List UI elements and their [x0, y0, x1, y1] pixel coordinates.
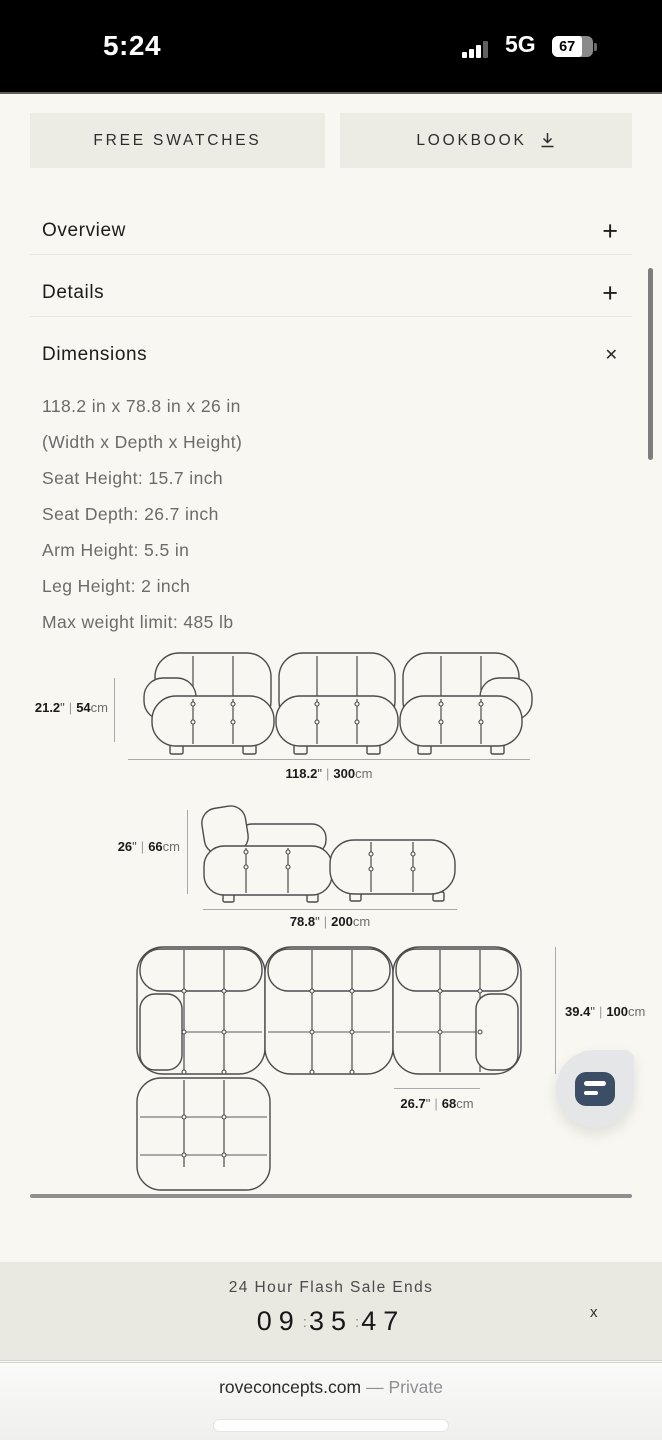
cellular-signal-icon [462, 40, 488, 58]
depth-inches: 39.4 [565, 1004, 591, 1019]
spec-line: Max weight limit: 485 lb [42, 612, 234, 632]
countdown-colon: : [355, 1314, 360, 1331]
tab-bar-pill[interactable] [213, 1419, 449, 1432]
countdown-timer [0, 1306, 662, 1337]
top-seat-depth-label [364, 1096, 510, 1111]
free-swatches-label: FREE SWATCHES [93, 131, 262, 149]
overview-label: Overview [42, 220, 126, 241]
inch-mark: " [132, 839, 137, 854]
countdown-seconds: 47 [361, 1306, 406, 1336]
height-cm: 54 [76, 700, 91, 715]
download-icon [539, 132, 556, 149]
private-mode-label: — Private [366, 1377, 443, 1397]
accordion-row-details[interactable] [30, 255, 632, 317]
seat-depth-inches: 26.7 [400, 1096, 426, 1111]
sofa-front-view-diagram [30, 650, 632, 790]
spec-line: 118.2 in x 78.8 in x 26 in [42, 396, 241, 416]
seat-depth-measure-line [394, 1088, 480, 1089]
width-inches: 118.2 [285, 766, 318, 781]
countdown-hours: 09 [256, 1306, 301, 1336]
width-cm: 300 [333, 766, 356, 781]
seat-depth-cm: 68 [441, 1096, 457, 1111]
height-inches: 26 [117, 839, 133, 854]
sofa-side-view-diagram [80, 802, 582, 932]
label-separator: | [323, 914, 328, 929]
scrollbar-thumb[interactable] [648, 268, 653, 460]
expand-icon-overview[interactable]: + [602, 216, 618, 246]
clock: 5:24 [102, 30, 162, 61]
address-bar[interactable] [0, 1377, 662, 1398]
depth-cm: 100 [606, 1004, 629, 1019]
depth-inches: 78.8 [289, 914, 316, 929]
cm-unit: cm [456, 1096, 474, 1111]
section-divider [30, 1194, 632, 1198]
battery-nub [594, 43, 597, 51]
label-separator: | [598, 1004, 603, 1019]
lookbook-label: LOOKBOOK [416, 131, 527, 149]
sofa-front-drawing [142, 652, 534, 754]
height-inches: 21.2 [34, 700, 61, 715]
cm-unit: cm [355, 766, 373, 781]
height-measure-line [114, 678, 115, 742]
sofa-side-drawing [200, 807, 552, 907]
cm-unit: cm [162, 839, 180, 854]
front-width-label [128, 766, 530, 781]
flash-sale-title: 24 Hour Flash Sale Ends [228, 1279, 434, 1296]
banner-close-button[interactable]: x [590, 1304, 598, 1321]
cm-unit: cm [352, 914, 371, 929]
network-type: 5G [505, 31, 536, 57]
site-domain: roveconcepts.com [219, 1377, 362, 1397]
spec-line: Arm Height: 5.5 in [42, 540, 190, 560]
label-separator: | [434, 1096, 438, 1111]
label-separator: | [326, 766, 330, 781]
height-cm: 66 [148, 839, 163, 854]
depth-measure-line [203, 909, 457, 910]
side-depth-label [203, 914, 457, 929]
details-label: Details [42, 281, 105, 303]
dimension-specs [42, 388, 622, 640]
height-measure-line [187, 810, 188, 894]
side-height-label [90, 839, 180, 854]
inch-mark: " [317, 766, 322, 781]
battery-percent: 67 [559, 38, 576, 55]
spec-line: Seat Height: 15.7 inch [42, 468, 223, 488]
dimensions-label: Dimensions [42, 344, 148, 365]
label-separator: | [140, 839, 145, 854]
width-measure-line [128, 759, 530, 760]
spec-line: Leg Height: 2 inch [42, 576, 191, 596]
depth-cm: 200 [331, 914, 353, 929]
status-bar [0, 0, 662, 94]
spec-line: (Width x Depth x Height) [42, 432, 243, 452]
sofa-top-view-diagram [100, 934, 662, 1167]
countdown-colon: : [302, 1314, 307, 1331]
browser-bottom-bar [0, 1362, 662, 1440]
label-separator: | [68, 700, 73, 715]
collapse-icon-dimensions[interactable]: ✕ [604, 347, 618, 364]
chat-button[interactable] [556, 1050, 634, 1128]
cm-unit: cm [90, 700, 108, 715]
inch-mark: " [590, 1004, 595, 1019]
spec-line: Seat Depth: 26.7 inch [42, 504, 219, 524]
inch-mark: " [60, 700, 65, 715]
sofa-top-drawing [130, 942, 530, 1167]
battery-icon [552, 36, 593, 57]
lookbook-button[interactable] [340, 113, 632, 168]
flash-sale-banner [0, 1262, 662, 1361]
expand-icon-details[interactable]: + [602, 277, 618, 308]
countdown-minutes: 35 [308, 1306, 354, 1336]
cm-unit: cm [628, 1004, 646, 1019]
inch-mark: " [425, 1096, 431, 1111]
front-height-label [30, 700, 108, 715]
accordion-row-overview[interactable] [30, 208, 632, 255]
free-swatches-button[interactable] [30, 113, 325, 168]
top-depth-label [565, 1004, 662, 1019]
inch-mark: " [315, 914, 320, 929]
accordion-row-dimensions[interactable] [30, 317, 632, 379]
chat-bubble-icon [575, 1072, 615, 1106]
depth-measure-line [555, 947, 556, 1074]
